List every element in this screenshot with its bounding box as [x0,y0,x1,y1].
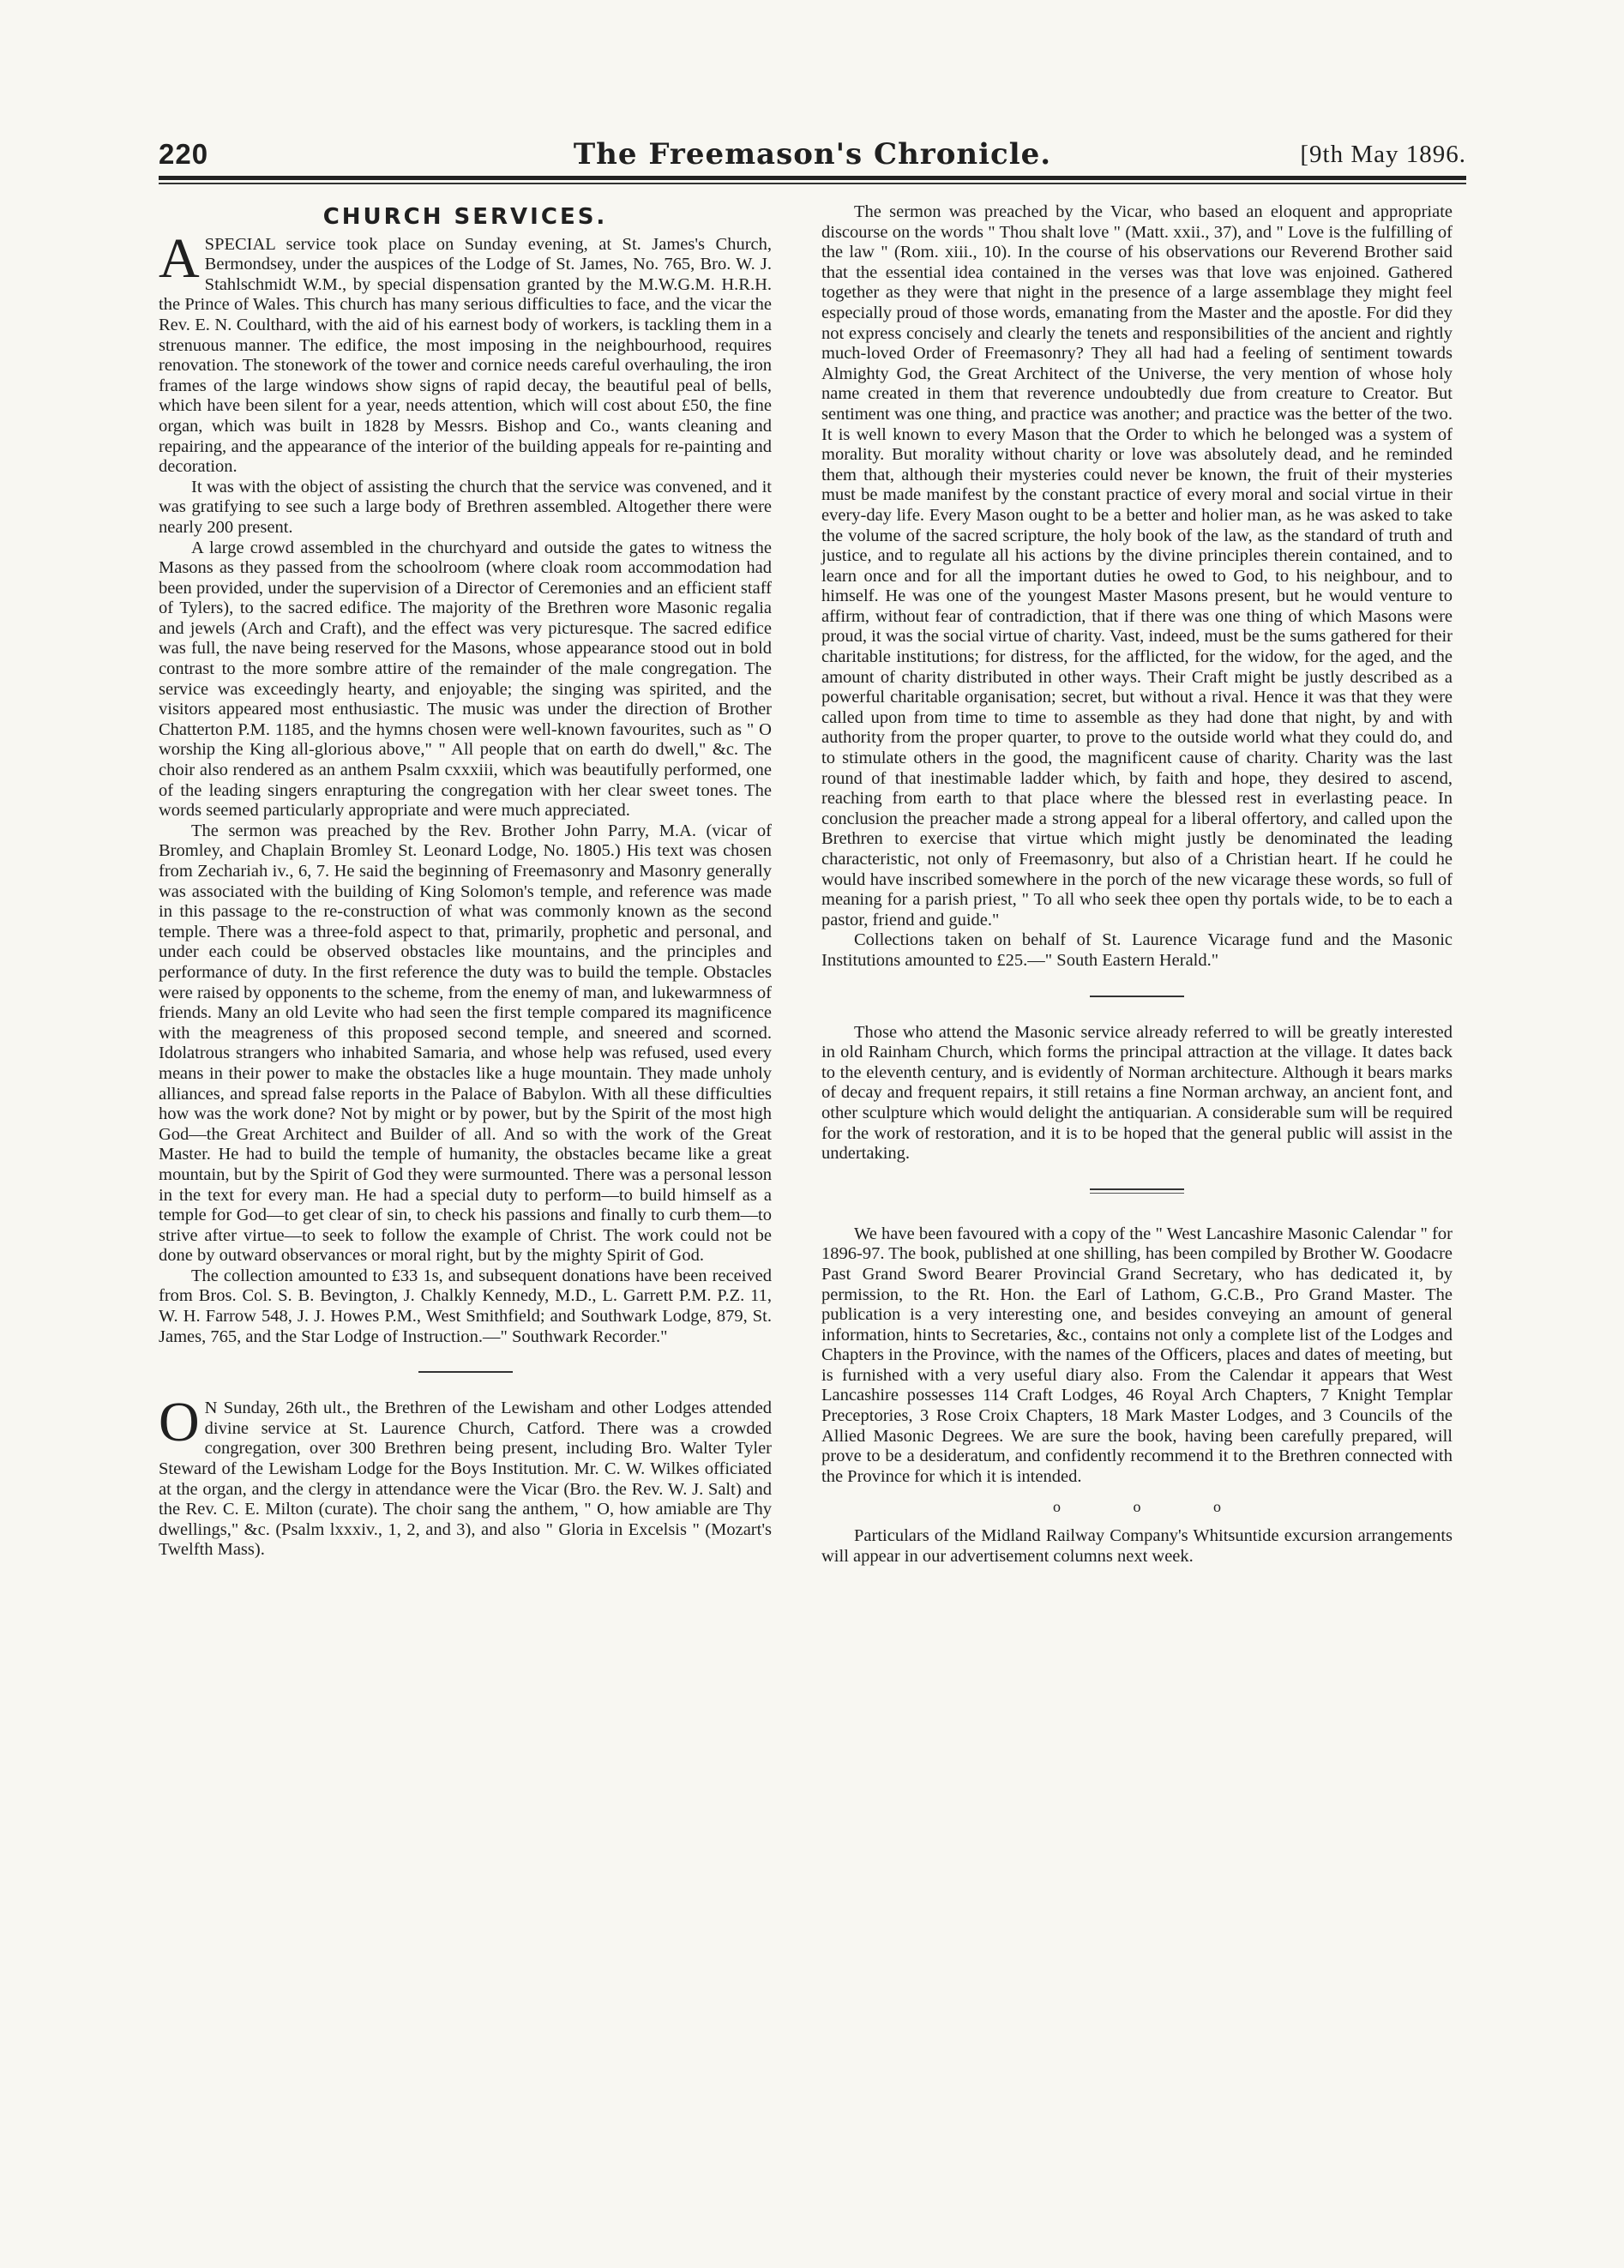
paragraph-text: SPECIAL service took place on Sunday evening, at St. James's Church, Bermondsey, under the auspices of the Lodge of St. James, No. 765, Bro. W. J. Stahlschmidt W.M., by special dispensation granted by the M.W.G.M. H.R.H. the Prince of Wales. This church has many serious difficulties to face, and the vicar the Rev. E. N. Coulthard, with the aid of his earnest body of workers, is tackling them in a strenuous manner. The edifice, the most imposing in the neighbourhood, requires renovation. The stonework of the tower and cornice needs careful overhauling, the iron frames of the large windows show signs of rapid decay, the beautiful peal of bells, which have been silent for a year, needs attention, which will cost about £50, the fine organ, which was built in 1828 by Messrs. Bishop and Co., wants cleaning and repairing, and the appearance of the interior of the building appeals for re-painting and decoration. [159,234,772,477]
article-paragraph: Those who attend the Masonic service already referred to will be greatly interested in old Rainham Church, which forms the principal attraction at the village. It dates back to the eleventh century, and is evidently of Norman architecture. Although it bears marks of decay and frequent repairs, it still retains a fine Norman archway, an ancient font, and other sculpture which would delight the antiquarian. A considerable sum will be required for the work of restoration, and it is to be hoped that the general public will assist in the undertaking. [821,1022,1453,1164]
header-rule-thin [159,183,1466,184]
article-paragraph: Collections taken on behalf of St. Laurence Vicarage fund and the Masonic Institutions amounted to £25.—" South Eastern Herald." [821,930,1453,970]
article-paragraph [159,1391,772,1561]
article-paragraph: The sermon was preached by the Vicar, who based an eloquent and appropriate discourse on the words " Thou shalt love " (Matt. xxii., 37), and " Love is the fulfilling of the law " (Rom. xiii., 10). In the course of his observations our Reverend Brother said that the essential idea contained in the verses was that love was enjoined. Gathered together as they were that night in the presence of a large assemblage they might feel especially proud of those words, emanating from the Master and the apostle. For did they not express concisely and clearly the tenets and responsibilities of the ancient and rightly much-loved Order of Freemasonry? They all had had a feeling of sentiment towards Almighty God, the Great Architect of the Universe, the very mention of whose holy name created in them that reverence undoubtedly due from creature to Creator. But sentiment was one thing, and practice was another; and practice was the better of the two. It is well known to every Mason that the Order to which he belonged was a system of morality. But morality without charity or love was absolutely dead, and he reminded them that, although their mysteries could never be known, the fruit of their mysteries must be made manifest by the constant practice of every moral and social virtue in their every-day life. Every Mason ought to be a better and holier man, as he was asked to take the volume of the sacred scripture, the holy book of the law, as the standard of truth and justice, and to regulate all his actions by the divine principles therein contained, and to learn once and for all the important duties he owed to God, to his neighbour, and to himself. He was one of the youngest Master Masons present, but he would venture to affirm, without fear of contradiction, that if there was one thing of which Masons were proud, it was the social virtue of charity. Vast, indeed, must be the sums gathered for their charitable institutions; for distress, for the afflicted, for the widow, for the aged, and the amount of charity distributed in other ways. Their Craft might be justly described as a powerful charitable organisation; secret, but without a rival. Hence it was that they were called upon from time to time to assemble as they had done that night, by and with authority from the proper quarter, to prove to the outside world what they could do, and to stimulate others in the good, the magnificent cause of charity. Charity was the last round of that inestimable ladder which, by faith and hope, they desired to ascend, reaching from earth to that place where the blessed rest in everlasting peace. In conclusion the preacher made a strong appeal for a liberal offertory, and called upon the Brethren to exercise that virtue which might justly be denominated the leading characteristic, not only of Freemasonry, but also of a Christian heart. If he could he would have inscribed somewhere in the porch of the new vicarage these words, so full of meaning for a parish priest, " To all who seek thee open thy portals wide, to be to each a pastor, friend and guide." [821,202,1453,929]
ornament-divider: o o o [1053,1498,1255,1516]
publication-title: The Freemason's Chronicle. [573,137,1052,171]
article-paragraph: A large crowd assembled in the churchyard and outside the gates to witness the Masons as they passed from the schoolroom (where cloak room accommodation had been provided, under the supervision of a Director of Ceremonies and an efficient staff of Tylers), to the sacred edifice. The majority of the Brethren wore Masonic regalia and jewels (Arch and Craft), and the effect was very picturesque. The sacred edifice was full, the nave being reserved for the Masons, whose appearance stood out in bold contrast to the more sombre attire of the remainder of the male congregation. The service was exceedingly hearty, and enjoyable; the singing was spirited, and the visitors appeared most enthusiastic. The music was under the direction of Brother Chatterton P.M. 1185, and the hymns chosen were well-known favourites, such as " O worship the King all-glorious above," " All people that on earth do dwell," &c. The choir also rendered as an anthem Psalm cxxxiii, which was beautifully performed, one of the leading singers enrapturing the congregation with her clear sweet tones. The words seemed particularly appropriate and were much appreciated. [159,538,772,821]
right-column [821,202,1453,1567]
article-paragraph [159,226,772,478]
section-divider [1090,996,1184,997]
page-number: 220 [159,138,209,170]
issue-date: [9th May 1896. [1300,141,1466,168]
article-paragraph: We have been favoured with a copy of the " West Lancashire Masonic Calendar " for 1896-97. The book, published at one shilling, has been compiled by Brother W. Goodacre Past Grand Sword Bearer Provincial Grand Secretary, who has dedicated it, by permission, to the Rt. Hon. the Earl of Lathom, G.C.B., Pro Grand Master. The publication is a very interesting one, and besides conveying an amount of general information, hints to Secretaries, &c., contains not only a complete list of the Lodges and Chapters in the Province, with the names of the Officers, places and dates of meeting, but is furnished with a very useful diary also. From the Calendar it appears that West Lancashire possesses 114 Craft Lodges, 46 Royal Arch Chapters, 7 Knight Templar Preceptories, 3 Rose Croix Chapters, 18 Mark Master Lodges, and 3 Councils of the Allied Masonic Degrees. We are sure the book, having been carefully prepared, will prove to be a desideratum, and confidently recommend it to the Brethren connected with the Province for which it is intended. [821,1224,1453,1486]
left-column [159,202,772,1561]
drop-cap: O [159,1391,200,1454]
article-paragraph: It was with the object of assisting the church that the service was convened, and it was gratifying to see such a large body of Brethren assembled. Altogether there were nearly 200 present. [159,477,772,537]
header-rule-thick [159,176,1466,180]
article-paragraph: The collection amounted to £33 1s, and subsequent donations have been received from Bros. Col. S. B. Bevington, J. Chalkly Kennedy, M.D., L. Garrett P.M. P.Z. 11, W. H. Farrow 548, J. J. Howes P.M., West Smithfield; and Southwark Lodge, 879, St. James, 765, and the Star Lodge of Instruction.—" Southwark Recorder." [159,1266,772,1346]
section-divider [418,1371,513,1373]
paragraph-text: N Sunday, 26th ult., the Brethren of the Lewisham and other Lodges attended divine service at St. Laurence Church, Catford. There was a crowded congregation, over 300 Brethren being present, including Bro. Walter Tyler Steward of the Lewisham Lodge for the Boys Institution. Mr. C. W. Wilkes officiated at the organ, and the clergy in attendance were the Vicar (Bro. the Rev. W. J. Salt) and the Rev. C. E. Milton (curate). The choir sang the anthem, " O, how amiable are Thy dwellings," &c. (Psalm lxxxiv., 1, 2, and 3), and also " Gloria in Excelsis " (Mozart's Twelfth Mass). [159,1399,772,1560]
article-paragraph: Particulars of the Midland Railway Company's Whitsuntide excursion arrangements will appear in our advertisement columns next week. [821,1526,1453,1566]
drop-cap: A [159,226,200,290]
article-heading: CHURCH SERVICES. [322,204,608,230]
section-divider [1090,1188,1184,1194]
article-paragraph: The sermon was preached by the Rev. Brother John Parry, M.A. (vicar of Bromley, and Chaplain Bromley St. Leonard Lodge, No. 1805.) His text was chosen from Zechariah iv., 6, 7. He said the beginning of Freemasonry and Masonry generally was associated with the building of King Solomon's temple, and reference was made in this passage to the re-construction of what was commonly known as the second temple. There was a three-fold aspect to that, primarily, prophetic and personal, and under each could be observed obstacles like mountains, and the principles and performance of duty. In the first reference the duty was to build the temple. Obstacles were raised by opponents to the scheme, from the enemy of man, and lukewarmness of friends. Many an old Levite who had seen the first temple compared its magnificence with the meagreness of this proposed second temple, and sneered and scorned. Idolatrous strangers who inhabited Samaria, and whose help was refused, used every means in their power to make the obstacles like a huge mountain. They made unholy alliances, and spread false reports in the Palace of Babylon. With all these difficulties how was the work done? Not by might or by power, but by the Spirit of the most high God—the Great Architect and Builder of all. And so with the work of the Great Master. He had to build the temple of humanity, the obstacles became like a great mountain, but by the Spirit of God they were surmounted. There was a personal lesson in the text for every man. He had a special duty to perform—to build himself as a temple for God—to get clear of sin, to check his passions and finally to curb them—to strive after virtue—to seek to follow the example of Christ. The work could not be done by outward observances or moral right, but by the mighty Spirit of God. [159,821,772,1266]
masthead [159,135,1466,173]
